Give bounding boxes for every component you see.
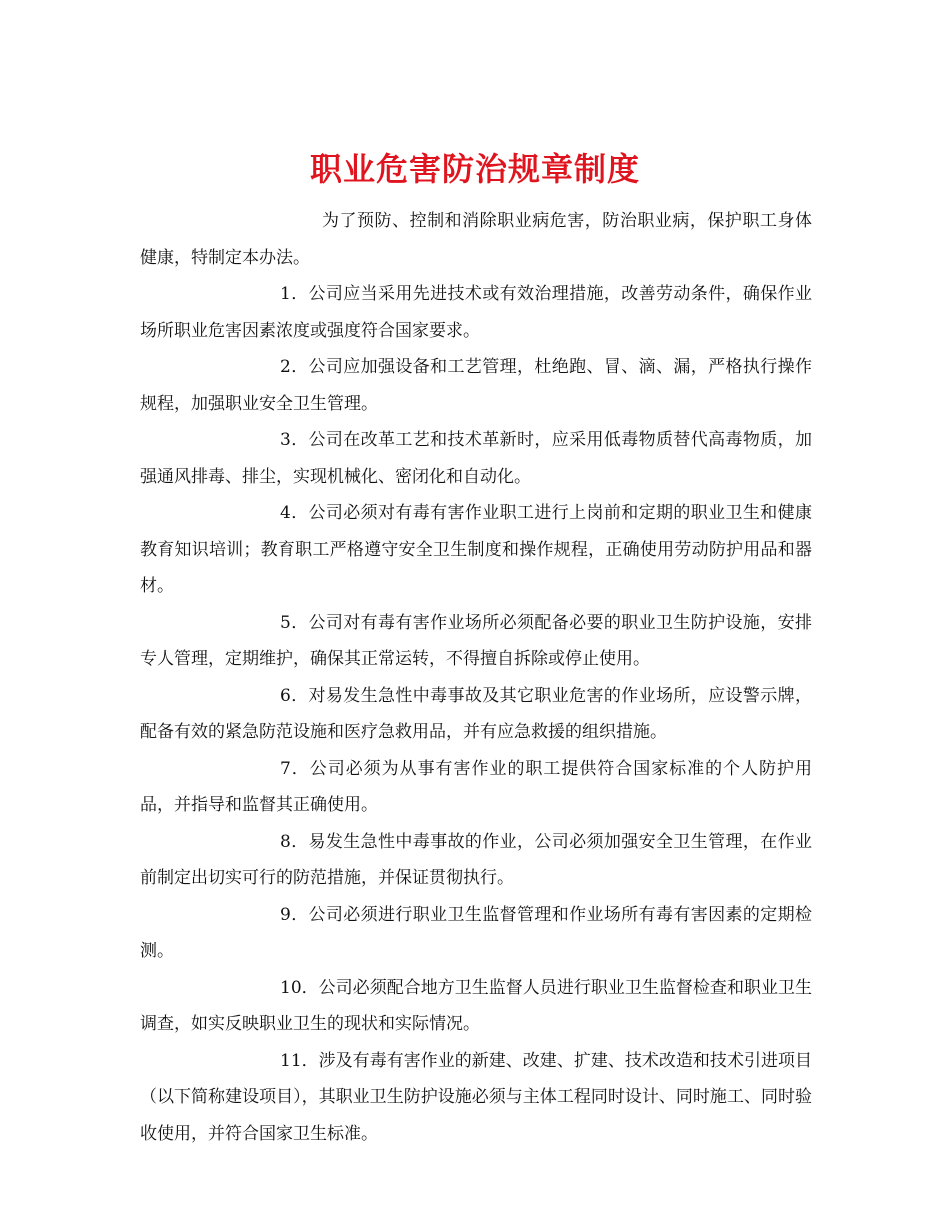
article-9: 9．公司必须进行职业卫生监督管理和作业场所有毒有害因素的定期检测。: [140, 904, 812, 961]
article-4: 4．公司必须对有毒有害作业职工进行上岗前和定期的职业卫生和健康教育知识培训；教育职工严格遵守安全卫生制度和操作规程，正确使用劳动防护用品和器材。: [140, 503, 812, 596]
article-3: 3．公司在改革工艺和技术革新时，应采用低毒物质替代高毒物质，加强通风排毒、排尘，实现机械化、密闭化和自动化。: [140, 430, 812, 487]
article-8: 8．易发生急性中毒事故的作业，公司必须加强安全卫生管理，在作业前制定出切实可行的防范措施，并保证贯彻执行。: [140, 831, 812, 888]
article-1: 1．公司应当采用先进技术或有效治理措施，改善劳动条件，确保作业场所职业危害因素浓度或强度符合国家要求。: [140, 284, 812, 341]
article-6: 6．对易发生急性中毒事故及其它职业危害的作业场所，应设警示牌，配备有效的紧急防范设施和医疗急救用品，并有应急救援的组织措施。: [140, 685, 812, 742]
document-title: 职业危害防治规章制度: [309, 150, 640, 189]
intro-paragraph: 为了预防、控制和消除职业病危害，防治职业病，保护职工身体健康，特制定本办法。: [140, 211, 812, 268]
article-5: 5．公司对有毒有害作业场所必须配备必要的职业卫生防护设施，安排专人管理，定期维护，确保其正常运转，不得擅自拆除或停止使用。: [140, 612, 812, 669]
document-body: [140, 203, 812, 1152]
article-2: 2．公司应加强设备和工艺管理，杜绝跑、冒、滴、漏，严格执行操作规程，加强职业安全卫生管理。: [140, 357, 812, 414]
article-7: 7．公司必须为从事有害作业的职工提供符合国家标准的个人防护用品，并指导和监督其正确使用。: [140, 758, 812, 815]
article-10: 10．公司必须配合地方卫生监督人员进行职业卫生监督检查和职业卫生调查，如实反映职业卫生的现状和实际情况。: [140, 977, 812, 1034]
article-11: 11．涉及有毒有害作业的新建、改建、扩建、技术改造和技术引进项目（以下简称建设项目），其职业卫生防护设施必须与主体工程同时设计、同时施工、同时验收使用，并符合国家卫生标准。: [140, 1050, 812, 1144]
